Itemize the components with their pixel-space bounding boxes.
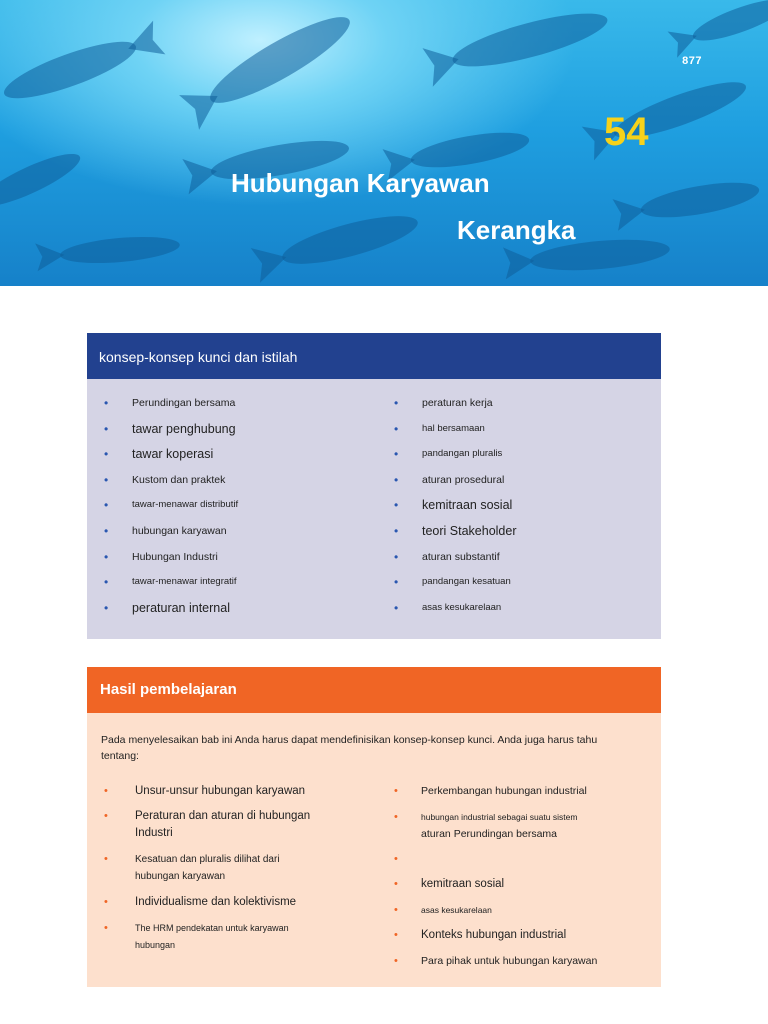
bullet-icon: • [394, 396, 399, 410]
bullet-icon: • [394, 878, 398, 890]
bullet-icon: • [104, 810, 108, 822]
list-item: • tawar-menawar distributif [104, 498, 239, 513]
bullet-icon: • [394, 498, 399, 513]
list-item: • The HRM pendekatan untuk karyawan hubungan [104, 922, 289, 950]
list-item: • pandangan kesatuan [394, 575, 511, 590]
learning-outcomes-heading: Hasil pembelajaran [87, 667, 661, 713]
list-item: • hubungan industrial sebagai suatu sistem [394, 809, 644, 826]
bullet-icon: • [104, 523, 109, 538]
learning-outcomes-right-list [394, 783, 644, 973]
bullet-icon: • [394, 447, 399, 462]
list-item: • kemitraan sosial [394, 498, 513, 513]
fish-shape [0, 21, 165, 111]
bullet-icon: • [104, 421, 109, 436]
fish-shape [179, 3, 359, 130]
fish-shape [0, 143, 86, 227]
list-item: • kemitraan sosial [394, 876, 644, 902]
learning-outcomes-left-list [104, 783, 344, 956]
fish-school-illustration [0, 0, 768, 286]
fish-shape [668, 0, 768, 58]
list-item: • Kesatuan dan pluralis dilihat dari hubungan karyawan [104, 853, 280, 882]
list-item: • tawar-menawar integratif [104, 575, 237, 590]
list-item: • peraturan internal [104, 600, 230, 615]
key-concepts-panel [87, 333, 661, 639]
list-item [394, 851, 644, 876]
chapter-banner [0, 0, 768, 286]
fish-shape [422, 0, 612, 87]
fish-shape [251, 204, 423, 282]
key-concepts-right-list [394, 395, 517, 625]
list-item: • Hubungan Industri [104, 549, 218, 564]
fish-shape [35, 231, 181, 271]
list-item: • aturan prosedural [394, 472, 505, 487]
bullet-icon: • [394, 904, 398, 916]
bullet-icon: • [104, 498, 109, 513]
bullet-icon: • [394, 421, 399, 436]
bullet-icon: • [394, 853, 398, 865]
key-concepts-left-list [104, 395, 238, 625]
bullet-icon: • [104, 785, 108, 797]
bullet-icon: • [104, 549, 109, 564]
list-item: • peraturan kerja [394, 396, 493, 410]
key-concepts-heading: konsep-konsep kunci dan istilah [87, 333, 661, 379]
bullet-icon: • [394, 549, 399, 564]
bullet-icon: • [394, 523, 399, 538]
list-item: • Konteks hubungan industrial [394, 927, 644, 953]
learning-outcomes-panel [87, 667, 661, 987]
bullet-icon: • [394, 785, 398, 797]
bullet-icon: • [104, 396, 109, 410]
list-item: • Unsur-unsur hubungan karyawan [104, 783, 344, 808]
list-item: • tawar koperasi [104, 447, 214, 462]
bullet-icon: • [394, 600, 399, 615]
list-item: • tawar penghubung [104, 421, 236, 436]
chapter-title-line2: Kerangka [457, 215, 576, 245]
list-item-continuation: aturan Perundingan bersama [421, 828, 558, 840]
bullet-icon: • [394, 929, 398, 941]
fish-shape [613, 174, 762, 231]
bullet-icon: • [104, 896, 108, 908]
bullet-icon: • [394, 955, 398, 967]
list-item: • Kustom dan praktek [104, 472, 226, 487]
list-item: • Perkembangan hubungan industrial [394, 783, 644, 809]
list-item: • asas kesukarelaan [394, 600, 502, 615]
bullet-icon: • [104, 447, 109, 462]
bullet-icon: • [104, 575, 109, 590]
list-item: • Perundingan bersama [104, 396, 236, 410]
bullet-icon: • [394, 575, 399, 590]
list-item: • hubungan karyawan [104, 523, 227, 538]
bullet-icon: • [104, 600, 109, 615]
bullet-icon: • [394, 811, 398, 823]
list-item: • Individualisme dan kolektivisme [104, 894, 344, 920]
list-item: • teori Stakeholder [394, 523, 517, 538]
page-number: 877 [682, 55, 702, 67]
bullet-icon: • [104, 472, 109, 487]
learning-outcomes-intro: Pada menyelesaikan bab ini Anda harus dapat mendefinisikan konsep-konsep kunci. Anda juga harus tahu tentang: [101, 734, 598, 762]
list-item: • hal bersamaan [394, 421, 485, 436]
list-item: • aturan substantif [394, 549, 500, 564]
list-item: • Para pihak untuk hubungan karyawan [394, 953, 644, 973]
bullet-icon: • [104, 853, 108, 865]
list-item: • pandangan pluralis [394, 447, 503, 462]
chapter-title-line1: Hubungan Karyawan [231, 168, 490, 198]
bullet-icon: • [104, 922, 108, 934]
bullet-icon: • [394, 472, 399, 487]
list-item: • Peraturan dan aturan di hubungan Industri [104, 810, 311, 839]
list-item: • asas kesukarelaan [394, 902, 644, 927]
chapter-number: 54 [604, 110, 649, 154]
